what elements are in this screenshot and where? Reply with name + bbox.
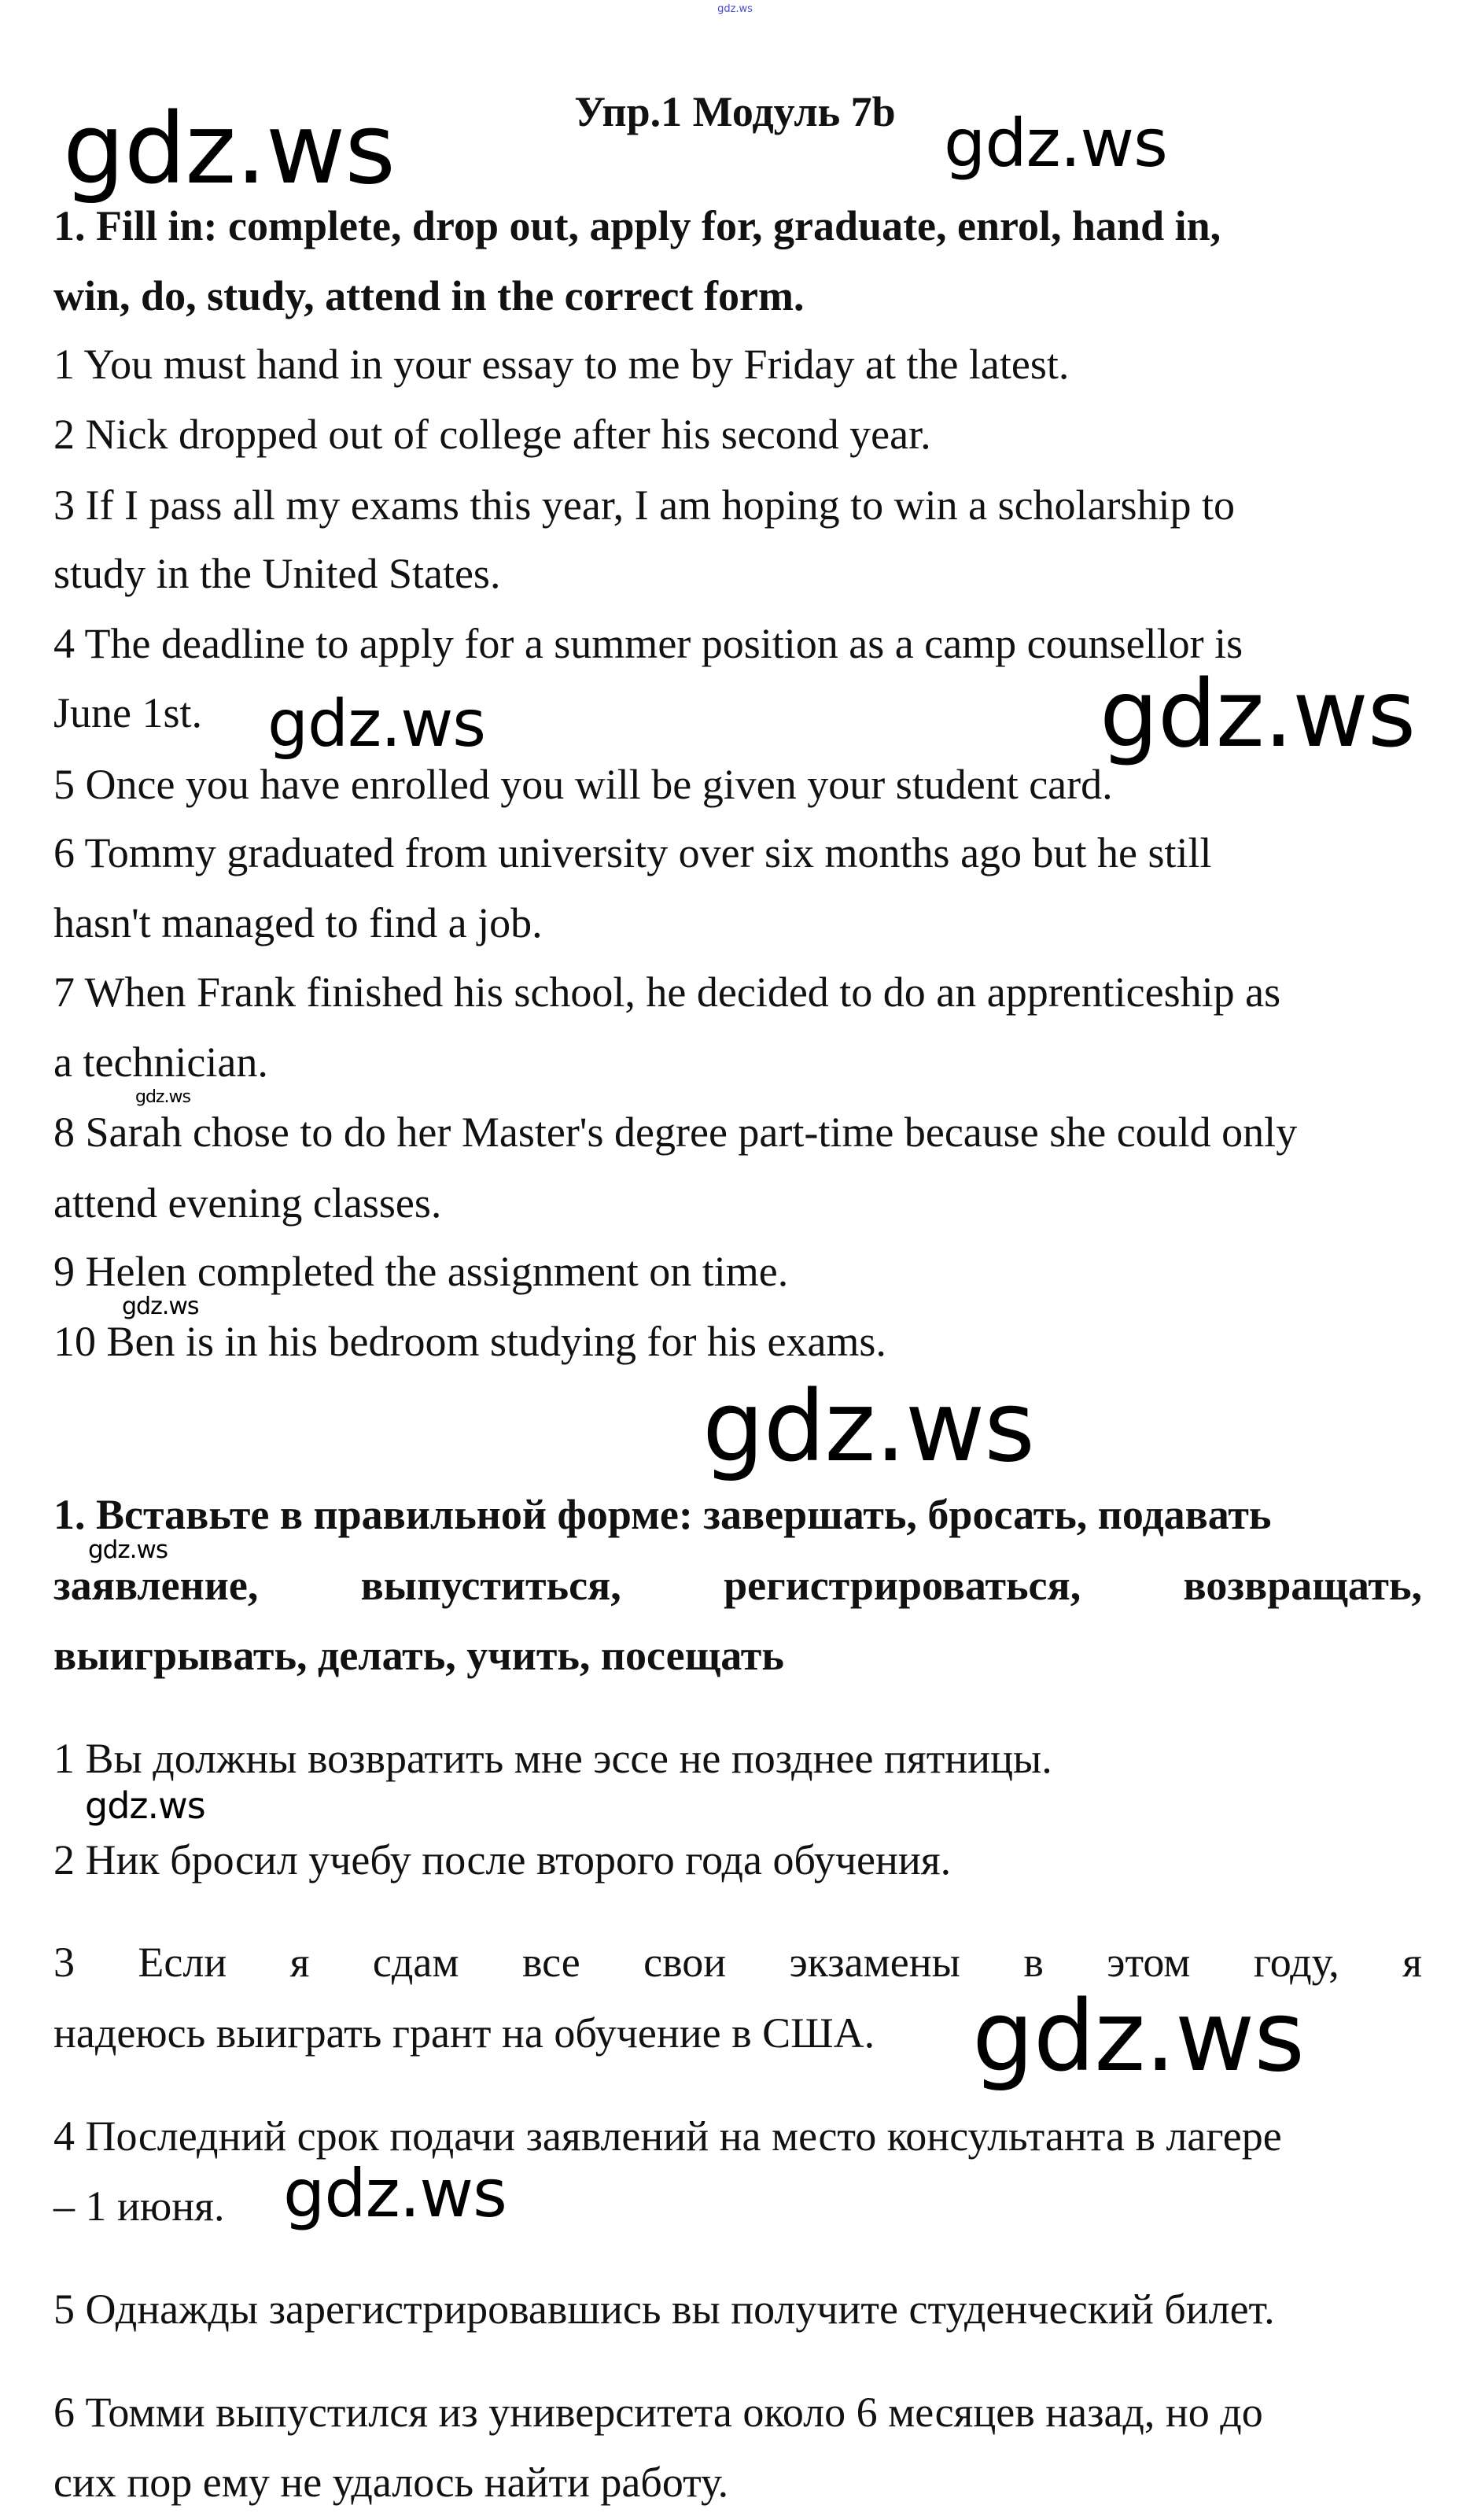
russian-line: 3 Если я сдам все свои экзамены в этом году, я: [53, 1939, 1422, 1986]
english-heading: win, do, study, attend in the correct form.: [53, 272, 805, 319]
english-line: 10 Ben is in his bedroom studying for his exams.: [53, 1318, 886, 1365]
english-line: a technician.: [53, 1039, 268, 1086]
russian-line: надеюсь выиграть грант на обучение в США.: [53, 2009, 875, 2057]
watermark: gdz.ws: [85, 1784, 205, 1827]
watermark: gdz.ws: [702, 1371, 1034, 1484]
watermark: gdz.ws: [135, 1087, 190, 1107]
russian-heading: 1. Вставьте в правильной форме: завершать, бросать, подавать: [53, 1491, 1272, 1538]
english-line: study in the United States.: [53, 550, 501, 597]
russian-line: 5 Однажды зарегистрировавшись вы получите студенческий билет.: [53, 2286, 1275, 2333]
english-line: attend evening classes.: [53, 1179, 442, 1227]
header-watermark: gdz.ws: [717, 3, 753, 15]
russian-line: сих пор ему не удалось найти работу.: [53, 2459, 729, 2506]
watermark: gdz.ws: [122, 1293, 199, 1320]
russian-heading: заявление, выпуститься, регистрироваться, возвращать,: [53, 1562, 1422, 1609]
page-title: Упр.1 Модуль 7b: [574, 88, 896, 135]
english-line: 2 Nick dropped out of college after his second year.: [53, 411, 931, 458]
english-line: 8 Sarah chose to do her Master's degree part-time because she could only: [53, 1109, 1298, 1156]
watermark: gdz.ws: [972, 1980, 1304, 2094]
russian-line: 1 Вы должны возвратить мне эссе не позднее пятницы.: [53, 1735, 1052, 1782]
english-line: 1 You must hand in your essay to me by Friday at the latest.: [53, 341, 1070, 388]
english-line: 5 Once you have enrolled you will be given your student card.: [53, 761, 1113, 808]
russian-line: 2 Ник бросил учебу после второго года обучения.: [53, 1836, 952, 1884]
russian-line: – 1 июня.: [53, 2182, 225, 2230]
english-heading: 1. Fill in: complete, drop out, apply for, graduate, enrol, hand in,: [53, 202, 1221, 249]
watermark: gdz.ws: [63, 93, 395, 206]
russian-heading: выигрывать, делать, учить, посещать: [53, 1632, 784, 1679]
english-line: 6 Tommy graduated from university over six months ago but he still: [53, 829, 1212, 876]
watermark: gdz.ws: [283, 2155, 507, 2232]
watermark: gdz.ws: [944, 105, 1167, 182]
russian-line: 6 Томми выпустился из университета около 6 месяцев назад, но до: [53, 2389, 1263, 2436]
watermark: gdz.ws: [1100, 659, 1416, 768]
english-line: June 1st.: [53, 689, 202, 736]
english-line: 3 If I pass all my exams this year, I am hoping to win a scholarship to: [53, 481, 1236, 529]
english-line: hasn't managed to find a job.: [53, 899, 543, 946]
english-line: 7 When Frank finished his school, he decided to do an apprenticeship as: [53, 969, 1281, 1016]
english-line: 9 Helen completed the assignment on time.: [53, 1248, 789, 1295]
watermark: gdz.ws: [267, 687, 485, 762]
english-line: 4 The deadline to apply for a summer position as a camp counsellor is: [53, 620, 1243, 667]
watermark: gdz.ws: [88, 1536, 168, 1564]
russian-line: 4 Последний срок подачи заявлений на место консультанта в лагере: [53, 2112, 1282, 2160]
